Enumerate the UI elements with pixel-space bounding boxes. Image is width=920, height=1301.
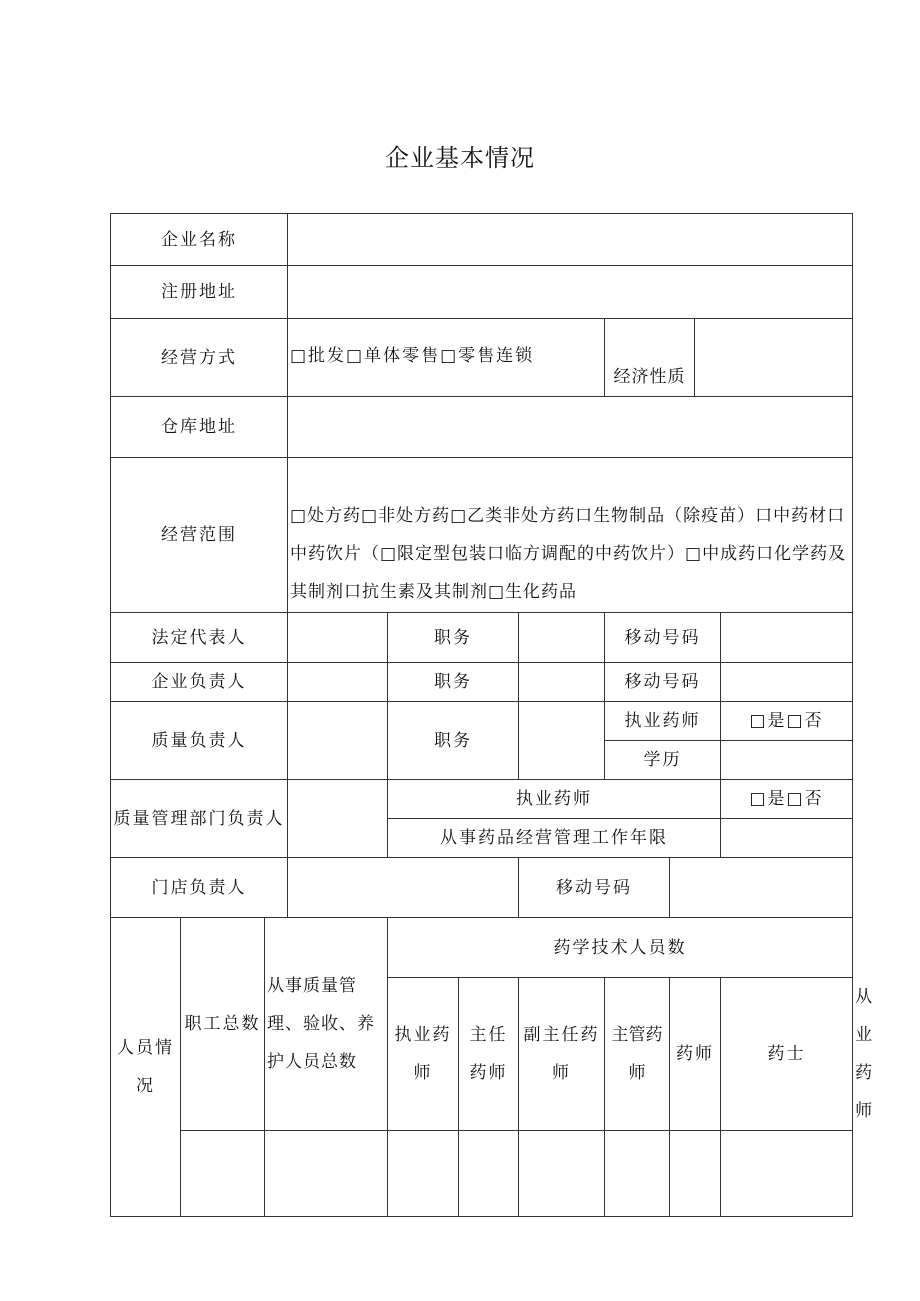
field-quality-head[interactable]	[288, 702, 388, 780]
label-quality-head-position: 职务	[388, 702, 519, 780]
field-licensed-count[interactable]	[388, 1131, 459, 1217]
label-company-head: 企业负责人	[111, 663, 288, 702]
field-years-experience[interactable]	[721, 819, 853, 858]
field-deputy-chief-count[interactable]	[519, 1131, 605, 1217]
label-quality-head-licensed: 执业药师	[605, 702, 721, 741]
business-scope-options[interactable]: □处方药□非处方药□乙类非处方药口生物制品（除疫苗）口中药材口中药饮片（□限定型包装口临方调配的中药饮片）□中成药口化学药及其制剂口抗生素及其制剂□生化药品	[288, 458, 853, 613]
field-pharmacist-count[interactable]	[670, 1131, 721, 1217]
business-mode-options[interactable]: □批发□单体零售□零售连锁	[288, 319, 605, 397]
col-deputy-chief-pharmacist: 副主任药师	[519, 978, 605, 1131]
label-years-experience: 从事药品经营管理工作年限	[388, 819, 721, 858]
field-chief-count[interactable]	[459, 1131, 519, 1217]
label-qa-dept-licensed: 执业药师	[388, 780, 721, 819]
field-legal-rep[interactable]	[288, 613, 388, 663]
label-pharm-tech-count: 药学技术人员数	[388, 918, 853, 978]
field-qa-dept-head[interactable]	[288, 780, 388, 858]
col-licensed-pharmacist: 执业药师	[388, 978, 459, 1131]
label-legal-rep: 法定代表人	[111, 613, 288, 663]
field-company-head[interactable]	[288, 663, 388, 702]
label-business-mode: 经营方式	[111, 319, 288, 397]
field-warehouse-address[interactable]	[288, 397, 853, 458]
field-company-name[interactable]	[288, 214, 853, 266]
field-store-head[interactable]	[288, 858, 519, 918]
label-business-scope: 经营范围	[111, 458, 288, 613]
col-supervising-pharmacist: 主管药师	[605, 978, 670, 1131]
field-registered-address[interactable]	[288, 266, 853, 319]
label-company-head-position: 职务	[388, 663, 519, 702]
label-registered-address: 注册地址	[111, 266, 288, 319]
qa-dept-licensed-options[interactable]: □是□否	[721, 780, 853, 819]
quality-head-licensed-options[interactable]: □是□否	[721, 702, 853, 741]
label-store-head: 门店负责人	[111, 858, 288, 918]
label-qa-staff-total: 从事质量管理、验收、养护人员总数	[265, 918, 388, 1131]
company-info-table: 企业名称 注册地址 经营方式 □批发□单体零售□零售连锁 经济性质 仓库地址 经营范围 □处方药□非处方药□乙类非处方药口生物制品（除疫苗）口中药材口中药饮片（□限定型包装口临方调配的中药饮片）□中成药口化学药及其制剂口抗生素及其制剂□生化药品 法定代表人 职务 移动号码 企业负责人 职务 移动号码 质量负责人 职务 执业药师 □是□否 学历 质量管理部门负责人 执业药师 □是□否 从事药品经营管理工作年限 门店负责人 移动号码 人员情况 职工总数 从事质量管理、验收、养护人员总数 药学技术人员数 执业药师 主任药师 副主任药师 主管药师 药师 药士 从业药师	[110, 213, 853, 1217]
col-pharmacist: 药师	[670, 978, 721, 1131]
page-title: 企业基本情况	[385, 144, 535, 172]
label-qa-dept-head: 质量管理部门负责人	[111, 780, 288, 858]
field-legal-rep-mobile[interactable]	[721, 613, 853, 663]
field-company-head-mobile[interactable]	[721, 663, 853, 702]
field-store-head-mobile[interactable]	[670, 858, 853, 918]
label-economic-nature: 经济性质	[605, 319, 695, 397]
field-legal-rep-position[interactable]	[519, 613, 605, 663]
label-warehouse-address: 仓库地址	[111, 397, 288, 458]
field-company-head-position[interactable]	[519, 663, 605, 702]
field-quality-head-position[interactable]	[519, 702, 605, 780]
field-qa-staff-total[interactable]	[265, 1131, 388, 1217]
field-total-staff[interactable]	[181, 1131, 265, 1217]
label-legal-rep-mobile: 移动号码	[605, 613, 721, 663]
label-total-staff: 职工总数	[181, 918, 265, 1131]
label-legal-rep-position: 职务	[388, 613, 519, 663]
field-assistant-count[interactable]	[721, 1131, 853, 1217]
label-store-head-mobile: 移动号码	[519, 858, 670, 918]
label-personnel: 人员情况	[111, 918, 181, 1217]
field-supervisor-count[interactable]	[605, 1131, 670, 1217]
label-quality-head: 质量负责人	[111, 702, 288, 780]
label-company-name: 企业名称	[111, 214, 288, 266]
label-company-head-mobile: 移动号码	[605, 663, 721, 702]
field-quality-head-education[interactable]	[721, 741, 853, 780]
field-economic-nature[interactable]	[695, 319, 853, 397]
col-chief-pharmacist: 主任药师	[459, 978, 519, 1131]
col-assistant-pharmacist: 药士	[721, 978, 853, 1131]
label-quality-head-education: 学历	[605, 741, 721, 780]
